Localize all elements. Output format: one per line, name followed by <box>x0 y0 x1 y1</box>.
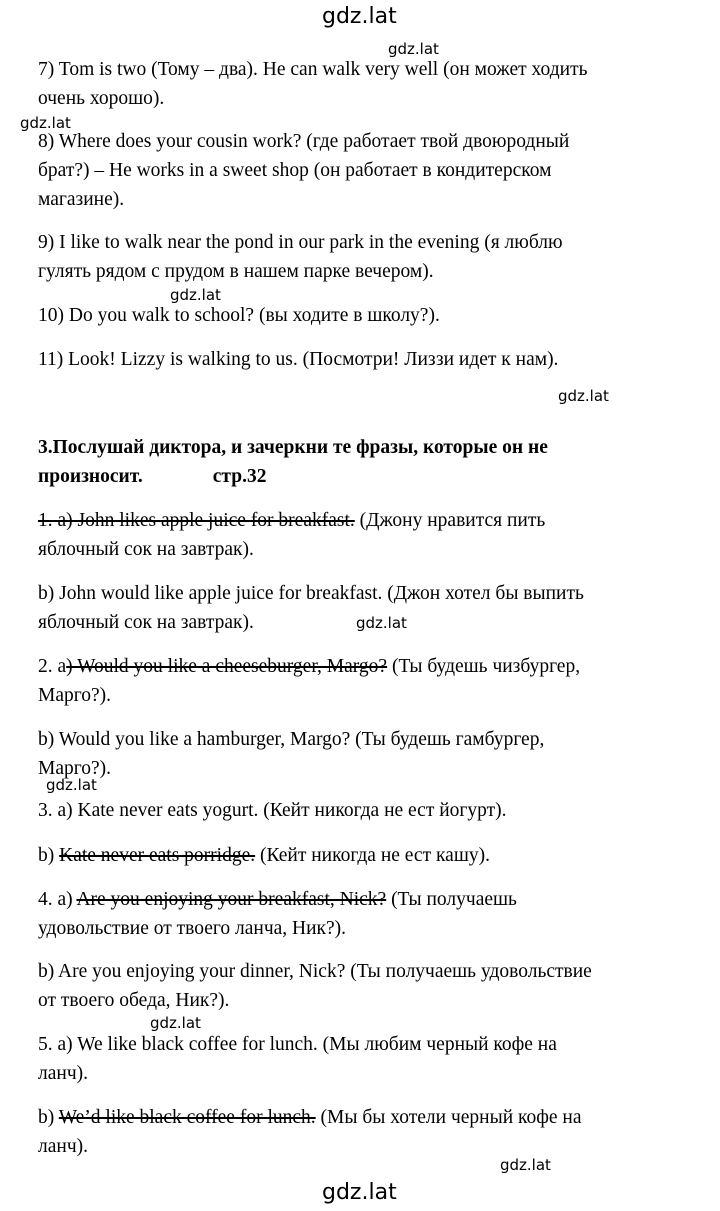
exercise-5b <box>38 1103 698 1161</box>
exercise-3a <box>38 796 698 825</box>
crossed-phrase: Kate never eats porridge. <box>59 845 256 866</box>
translation: (Ты будешь чизбургер, <box>387 656 581 677</box>
watermark-bottom: gdz.lat <box>322 1180 397 1205</box>
exercise-4a-prefix: 4. a) <box>38 889 77 910</box>
translation: (Кейт никогда не ест кашу). <box>255 845 490 866</box>
exercise-2a <box>38 652 698 710</box>
page-reference: стр.32 <box>212 466 267 487</box>
exercise-5a-line-1: 5. a) We like black coffee for lunch. (Мы любим черный кофе на <box>38 1034 557 1055</box>
item-9-line-1: 9) I like to walk near the pond in our park in the evening (я люблю <box>38 232 563 253</box>
crossed-phrase: 1. a) John likes apple juice for breakfast. <box>38 510 355 531</box>
crossed-phrase: Are you enjoying your breakfast, Nick? <box>76 889 387 910</box>
item-7-line-2: очень хорошо). <box>38 88 165 109</box>
exercise-1b <box>38 579 698 637</box>
translation-line-2: удовольствие от твоего ланча, Ник?). <box>38 918 347 939</box>
section-3-title-line-1: 3.Послушай диктора, и зачеркни те фразы, которые он не <box>38 437 548 458</box>
item-11-line: 11) Look! Lizzy is walking to us. (Посмотри! Лиззи идет к нам). <box>38 349 559 370</box>
watermark: gdz.lat <box>20 114 71 132</box>
exercise-1b-line-1: b) John would like apple juice for breakfast. (Джон хотел бы выпить <box>38 583 584 604</box>
exercise-4b <box>38 957 698 1015</box>
item-8 <box>38 127 698 214</box>
item-9-line-2: гулять рядом с прудом в нашем парке вечером). <box>38 261 434 282</box>
exercise-4b-line-2: от твоего обеда, Ник?). <box>38 990 230 1011</box>
translation-line-2: ланч). <box>38 1136 88 1157</box>
item-9 <box>38 228 698 286</box>
translation-line-2: яблочный сок на завтрак). <box>38 539 254 560</box>
item-7-line-1: 7) Tom is two (Тому – два). He can walk very well (он может ходить <box>38 59 588 80</box>
translation: (Ты получаешь <box>386 889 517 910</box>
watermark: gdz.lat <box>500 1156 551 1174</box>
exercise-2b <box>38 725 698 783</box>
item-8-line-1: 8) Where does your cousin work? (где работает твой двоюродный <box>38 131 570 152</box>
item-10-line: 10) Do you walk to school? (вы ходите в школу?). <box>38 305 440 326</box>
exercise-2b-line-1: b) Would you like a hamburger, Margo? (Ты будешь гамбургер, <box>38 729 545 750</box>
exercise-3b-prefix: b) <box>38 845 60 866</box>
exercise-3a-line: 3. a) Kate never eats yogurt. (Кейт никогда не ест йогурт). <box>38 800 507 821</box>
watermark: gdz.lat <box>170 286 221 304</box>
item-8-line-2: брат?) – He works in a sweet shop (он работает в кондитерском <box>38 160 552 181</box>
exercise-5a <box>38 1030 698 1088</box>
watermark: gdz.lat <box>46 776 97 794</box>
exercise-4b-line-1: b) Are you enjoying your dinner, Nick? (Ты получаешь удовольствие <box>38 961 592 982</box>
item-7 <box>38 55 698 113</box>
item-11 <box>38 345 698 374</box>
watermark: gdz.lat <box>558 387 609 405</box>
section-3-title-line-2: произносит. <box>38 466 143 487</box>
exercise-1b-line-2: яблочный сок на завтрак). <box>38 612 254 633</box>
crossed-phrase: We’d like black coffee for lunch. <box>58 1107 316 1128</box>
translation-line-2: Марго?). <box>38 685 112 706</box>
exercise-2a-prefix: 2. a <box>38 656 67 677</box>
watermark: gdz.lat <box>356 614 407 632</box>
watermark: gdz.lat <box>388 40 439 58</box>
item-8-line-3: магазине). <box>38 189 125 210</box>
translation: (Мы бы хотели черный кофе на <box>315 1107 582 1128</box>
section-3-heading <box>38 433 698 491</box>
exercise-2b-line-2: Марго?). <box>38 758 112 779</box>
exercise-4a <box>38 885 698 943</box>
exercise-5a-line-2: ланч). <box>38 1063 88 1084</box>
exercise-5b-prefix: b) <box>38 1107 59 1128</box>
watermark-top: gdz.lat <box>322 4 397 29</box>
crossed-phrase: ) Would you like a cheeseburger, Margo? <box>66 656 388 677</box>
exercise-1a <box>38 506 698 564</box>
translation: (Джону нравится пить <box>354 510 546 531</box>
watermark: gdz.lat <box>150 1014 201 1032</box>
item-10 <box>38 301 698 330</box>
exercise-3b <box>38 841 698 870</box>
